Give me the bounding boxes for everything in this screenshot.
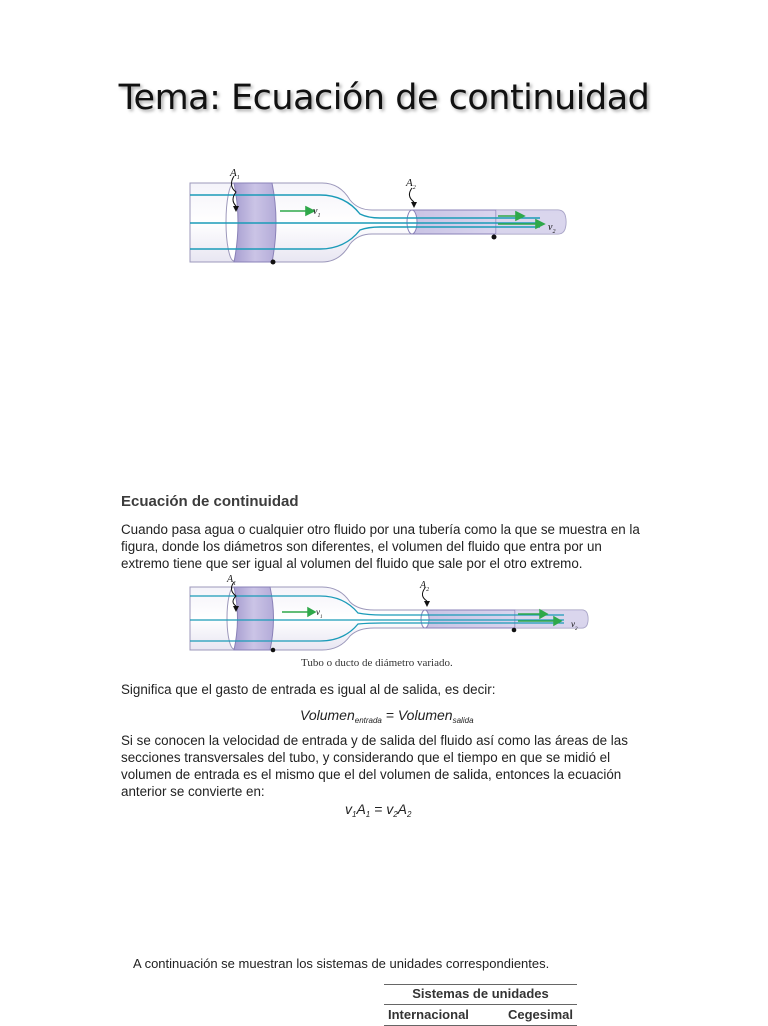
label-a2-sub: 2	[412, 185, 416, 191]
units-col-internacional: Internacional	[388, 1007, 469, 1022]
eq-v2-sub: 2	[393, 810, 398, 819]
label-a2: A	[420, 580, 427, 591]
pipe-diagram-top	[180, 150, 590, 275]
label-v2-sub: 2	[552, 229, 556, 235]
label-a2: A	[406, 177, 413, 189]
intro-paragraph: Cuando pasa agua o cualquier otro fluido por una tubería como la que se muestra en la figura, donde los diámetros son diferentes, el volumen del fluido que entra por un extremo tiene que ser igual al volumen del fluido que sale por el otro extremo.	[121, 522, 640, 571]
units-col-cegesimal: Cegesimal	[507, 1007, 573, 1022]
eq-a1-sub: 1	[365, 810, 371, 819]
a2-pointer-tip	[411, 202, 417, 208]
label-v2-sub: 2	[575, 627, 578, 632]
label-a1: A	[230, 167, 237, 179]
flow-equation	[345, 801, 411, 819]
label-a1-sub: 1	[233, 581, 237, 587]
meaning-paragraph: Significa que el gasto de entrada es igual al de salida, es decir:	[121, 682, 496, 697]
narrow-section-band	[412, 210, 496, 234]
known-paragraph: Si se conocen la velocidad de entrada y de salida del fluido así como las áreas de las secciones transversales del tubo, y considerando que el tiempo en que se midió el volumen de entrada es el mismo que el del volumen de salida, entonces la ecuación anterior se convierte en:	[121, 733, 628, 799]
label-a2-sub: 2	[426, 587, 430, 593]
label-v1: v	[313, 206, 318, 217]
svg-text:A1	[229, 167, 240, 181]
eq-v1: v	[345, 801, 352, 817]
label-a1: A	[227, 574, 234, 585]
svg-text:A2	[419, 580, 429, 593]
a2-section	[421, 610, 429, 628]
a2-pointer-tip	[424, 601, 430, 607]
label-v1-sub: 1	[317, 213, 321, 219]
units-intro: A continuación se muestran los sistemas de unidades correspondientes.	[133, 956, 550, 971]
label-v1-sub: 1	[320, 615, 323, 620]
eq-v1-sub: 1	[352, 810, 357, 819]
eq-rhs-sub: salida	[452, 716, 474, 725]
narrow-pipe-tail	[496, 210, 566, 234]
narrow-pipe-tail	[515, 610, 588, 628]
label-v1: v	[316, 607, 320, 617]
eq-op: =	[370, 801, 387, 817]
units-table-title: Sistemas de unidades	[384, 984, 577, 1004]
eq-op: =	[381, 707, 398, 723]
svg-text:A2	[405, 177, 416, 191]
units-table-header	[384, 1004, 577, 1026]
eq-a2: A	[397, 801, 408, 817]
eq-a1: A	[356, 801, 366, 817]
eq-a2-sub: 2	[407, 810, 412, 819]
narrow-section-band	[425, 610, 515, 628]
section-heading: Ecuación de continuidad	[121, 493, 299, 510]
svg-text:A1	[226, 574, 236, 587]
a2-section	[407, 210, 417, 234]
eq-rhs: Volumen	[397, 707, 453, 723]
label-v2: v	[571, 619, 575, 629]
label-v2: v	[548, 222, 553, 233]
slide-title: Tema: Ecuación de continuidad	[118, 78, 650, 118]
eq-lhs-sub: entrada	[354, 716, 382, 725]
label-a1-sub: 1	[236, 175, 240, 181]
eq-lhs: Volumen	[300, 707, 355, 723]
eq-v2: v	[386, 801, 394, 817]
diagram-caption: Tubo o ducto de diámetro variado.	[301, 657, 453, 669]
volume-equation	[300, 707, 474, 725]
pipe-diagram-middle	[178, 570, 590, 665]
units-table	[384, 984, 577, 1026]
